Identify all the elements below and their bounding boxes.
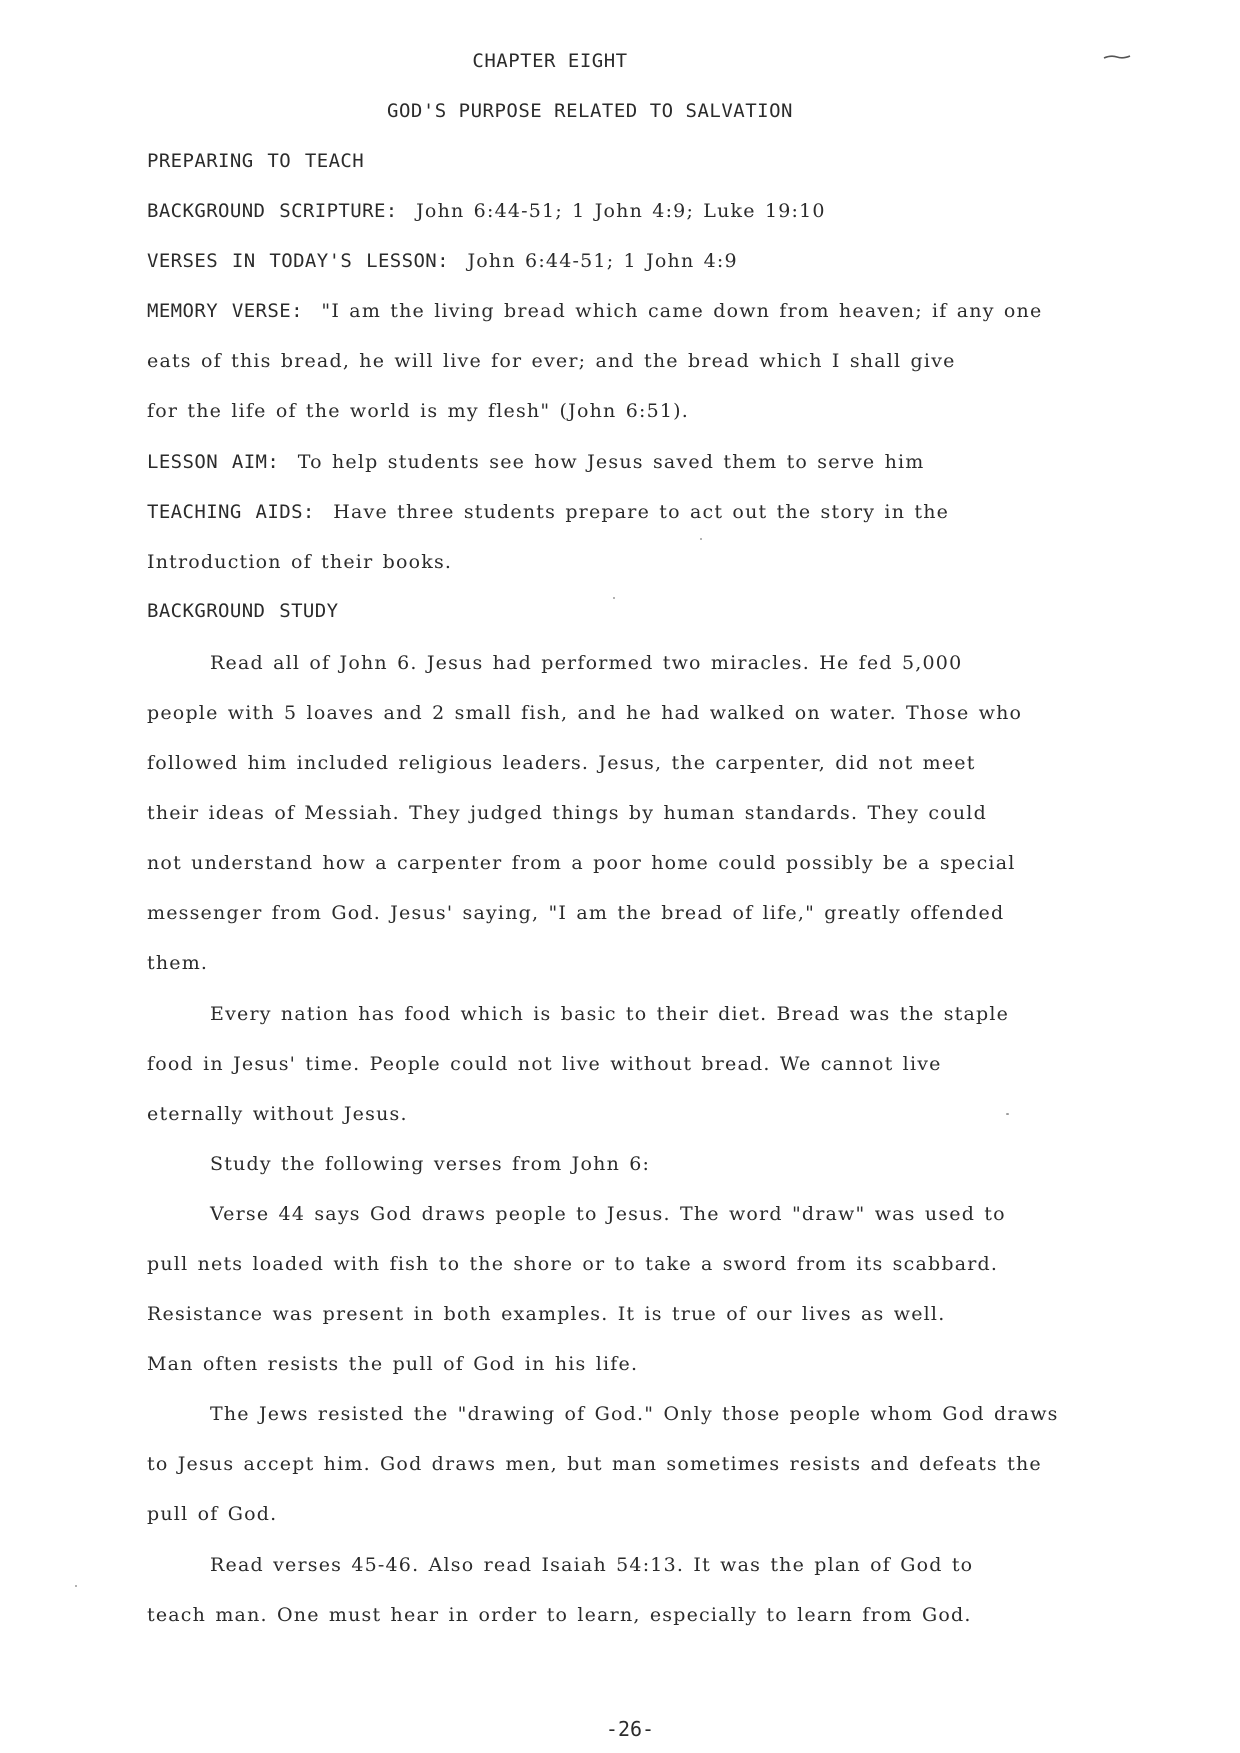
study-line: their ideas of Messiah. They judged things by human standards. They could xyxy=(147,802,987,824)
background-scripture-label: BACKGROUND SCRIPTURE: xyxy=(147,200,398,222)
scan-speck xyxy=(613,597,615,599)
study-line: Man often resists the pull of God in his life. xyxy=(147,1353,639,1375)
scan-speck xyxy=(700,538,702,540)
study-line: them. xyxy=(147,952,209,974)
background-scripture-line xyxy=(147,199,826,223)
scan-speck xyxy=(75,1585,77,1587)
study-line: followed him included religious leaders. Jesus, the carpenter, did not meet xyxy=(147,752,976,774)
study-line: The Jews resisted the "drawing of God." Only those people whom God draws xyxy=(210,1403,1059,1425)
study-line: food in Jesus' time. People could not live without bread. We cannot live xyxy=(147,1053,942,1075)
study-line: teach man. One must hear in order to learn, especially to learn from God. xyxy=(147,1604,972,1626)
chapter-heading: CHAPTER EIGHT xyxy=(472,50,628,72)
lesson-aim-value: To help students see how Jesus saved them to serve him xyxy=(297,451,925,473)
teaching-aids-text: Have three students prepare to act out the story in the xyxy=(333,501,950,523)
teaching-aids-line-2: Introduction of their books. xyxy=(147,551,453,573)
study-line: pull of God. xyxy=(147,1503,278,1525)
memory-verse-line-1 xyxy=(147,299,1042,323)
memory-verse-line-3: for the life of the world is my flesh" (John 6:51). xyxy=(147,400,690,422)
teaching-aids-label: TEACHING AIDS: xyxy=(147,501,315,523)
study-line: Read verses 45-46. Also read Isaiah 54:13. It was the plan of God to xyxy=(210,1554,974,1576)
memory-verse-label: MEMORY VERSE: xyxy=(147,300,303,322)
teaching-aids-line-1 xyxy=(147,500,949,524)
study-line: messenger from God. Jesus' saying, "I am the bread of life," greatly offended xyxy=(147,902,1005,924)
section-heading-background-study: BACKGROUND STUDY xyxy=(147,600,339,622)
verses-line xyxy=(147,249,738,273)
page-number: -26- xyxy=(605,1717,655,1741)
scan-speck xyxy=(1006,1113,1009,1115)
lesson-aim-label: LESSON AIM: xyxy=(147,451,280,473)
study-line: eternally without Jesus. xyxy=(147,1103,408,1125)
verses-value: John 6:44-51; 1 John 4:9 xyxy=(467,250,738,272)
memory-verse-text: "I am the living bread which came down from heaven; if any one xyxy=(321,300,1043,322)
memory-verse-line-2: eats of this bread, he will live for ever; and the bread which I shall give xyxy=(147,350,956,372)
study-line: Every nation has food which is basic to their diet. Bread was the staple xyxy=(210,1003,1010,1025)
study-line: people with 5 loaves and 2 small fish, and he had walked on water. Those who xyxy=(147,702,1023,724)
study-line: Verse 44 says God draws people to Jesus. The word "draw" was used to xyxy=(210,1203,1006,1225)
study-line: Study the following verses from John 6: xyxy=(210,1153,651,1175)
study-line: to Jesus accept him. God draws men, but man sometimes resists and defeats the xyxy=(147,1453,1042,1475)
verses-label: VERSES IN TODAY'S LESSON: xyxy=(147,250,449,272)
lesson-title: GOD'S PURPOSE RELATED TO SALVATION xyxy=(387,100,793,122)
section-heading-preparing: PREPARING TO TEACH xyxy=(147,150,365,172)
background-scripture-value: John 6:44-51; 1 John 4:9; Luke 19:10 xyxy=(416,200,826,222)
study-line: not understand how a carpenter from a poor home could possibly be a special xyxy=(147,852,1016,874)
study-line: Resistance was present in both examples. It is true of our lives as well. xyxy=(147,1303,946,1325)
study-line: Read all of John 6. Jesus had performed two miracles. He fed 5,000 xyxy=(210,652,963,674)
study-line: pull nets loaded with fish to the shore or to take a sword from its scabbard. xyxy=(147,1253,999,1275)
lesson-aim-line xyxy=(147,450,925,474)
